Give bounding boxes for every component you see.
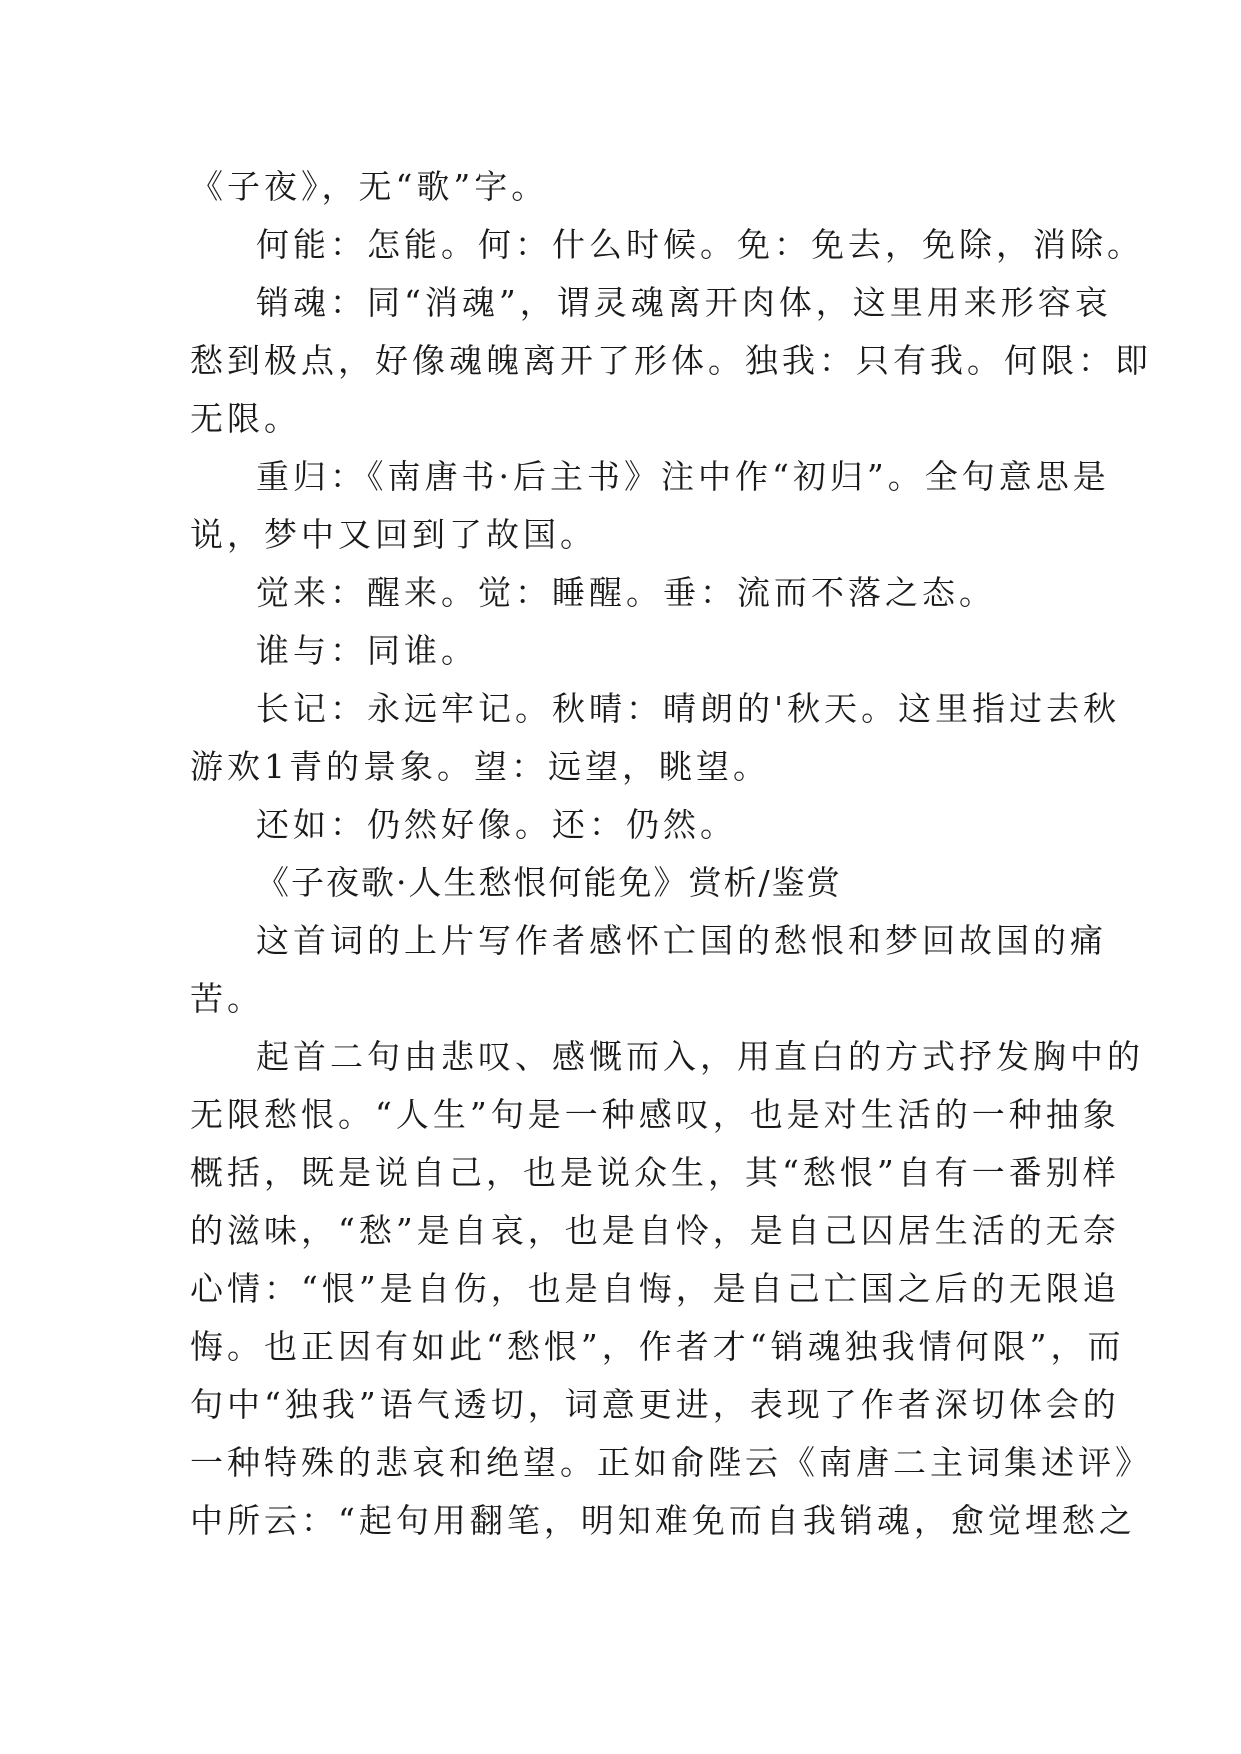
text-line: 何能：怎能。何：什么时候。免：免去，免除，消除。 [256, 225, 1144, 264]
text-line: 说，梦中又回到了故国。 [190, 515, 597, 554]
text-line: 销魂：同“消魂”，谓灵魂离开肉体，这里用来形容哀 [256, 283, 1112, 322]
text-line: 句中“独我”语气透切，词意更进，表现了作者深切体会的 [190, 1385, 1120, 1424]
text-line: 《子夜》，无“歌”字。 [190, 167, 549, 206]
text-line: 愁到极点，好像魂魄离开了形体。独我：只有我。何限：即 [190, 341, 1152, 380]
text-line: 觉来：醒来。觉：睡醒。垂：流而不落之态。 [256, 573, 996, 612]
text-line: 悔。也正因有如此“愁恨”，作者才“销魂独我情何限”，而 [190, 1327, 1125, 1366]
text-line: 起首二句由悲叹、感慨而入，用直白的方式抒发胸中的 [256, 1037, 1144, 1076]
section-heading: 《子夜歌·人生愁恨何能免》赏析/鉴赏 [256, 863, 842, 902]
text-line: 的滋味，“愁”是自哀，也是自怜，是自己囚居生活的无奈 [190, 1211, 1120, 1250]
text-line: 苦。 [190, 979, 264, 1018]
text-line: 还如：仍然好像。还：仍然。 [256, 805, 737, 844]
text-line: 游欢1青的景象。望：远望，眺望。 [190, 747, 770, 786]
text-line: 无限愁恨。“人生”句是一种感叹，也是对生活的一种抽象 [190, 1095, 1120, 1134]
text-line: 中所云：“起句用翻笔，明知难免而自我销魂，愈觉埋愁之 [190, 1501, 1136, 1540]
text-line: 一种特殊的悲哀和绝望。正如俞陛云《南唐二主词集述评》 [190, 1443, 1152, 1482]
text-line: 重归：《南唐书·后主书》注中作“初归”。全句意思是 [256, 457, 1110, 496]
text-line: 这首词的上片写作者感怀亡国的愁恨和梦回故国的痛 [256, 921, 1107, 960]
text-line: 谁与：同谁。 [256, 631, 478, 670]
text-line: 长记：永远牢记。秋晴：晴朗的'秋天。这里指过去秋 [256, 689, 1121, 728]
text-line: 无限。 [190, 399, 301, 438]
text-line: 心情：“恨”是自伤，也是自悔，是自己亡国之后的无限追 [190, 1269, 1120, 1308]
text-line: 概括，既是说自己，也是说众生，其“愁恨”自有一番别样 [190, 1153, 1120, 1192]
document-body [190, 158, 1152, 1550]
